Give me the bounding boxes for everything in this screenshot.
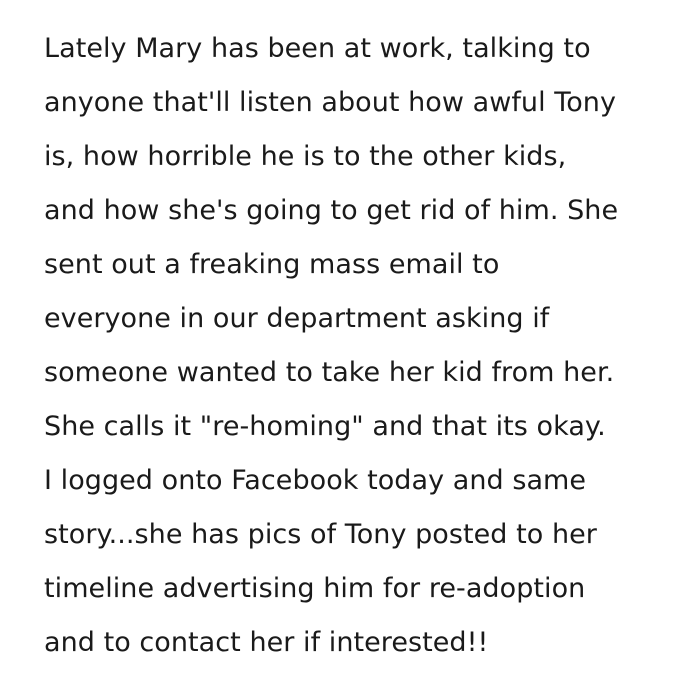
paragraph-line: I logged onto Facebook today and same: [44, 465, 587, 496]
paragraph-line: timeline advertising him for re-adoption: [44, 573, 586, 604]
story-paragraph: [44, 22, 684, 670]
paragraph-line: is, how horrible he is to the other kids,: [44, 141, 567, 172]
paragraph-line: and to contact her if interested!!: [44, 627, 489, 658]
paragraph-line: Lately Mary has been at work, talking to: [44, 33, 591, 64]
paragraph-line: anyone that'll listen about how awful Tony: [44, 87, 616, 118]
paragraph-line: sent out a freaking mass email to: [44, 249, 500, 280]
paragraph-line: everyone in our department asking if: [44, 303, 550, 334]
paragraph-line: story...she has pics of Tony posted to her: [44, 519, 597, 550]
paragraph-line: She calls it "re-homing" and that its okay.: [44, 411, 606, 442]
paragraph-line: and how she's going to get rid of him. She: [44, 195, 619, 226]
paragraph-line: someone wanted to take her kid from her.: [44, 357, 615, 388]
